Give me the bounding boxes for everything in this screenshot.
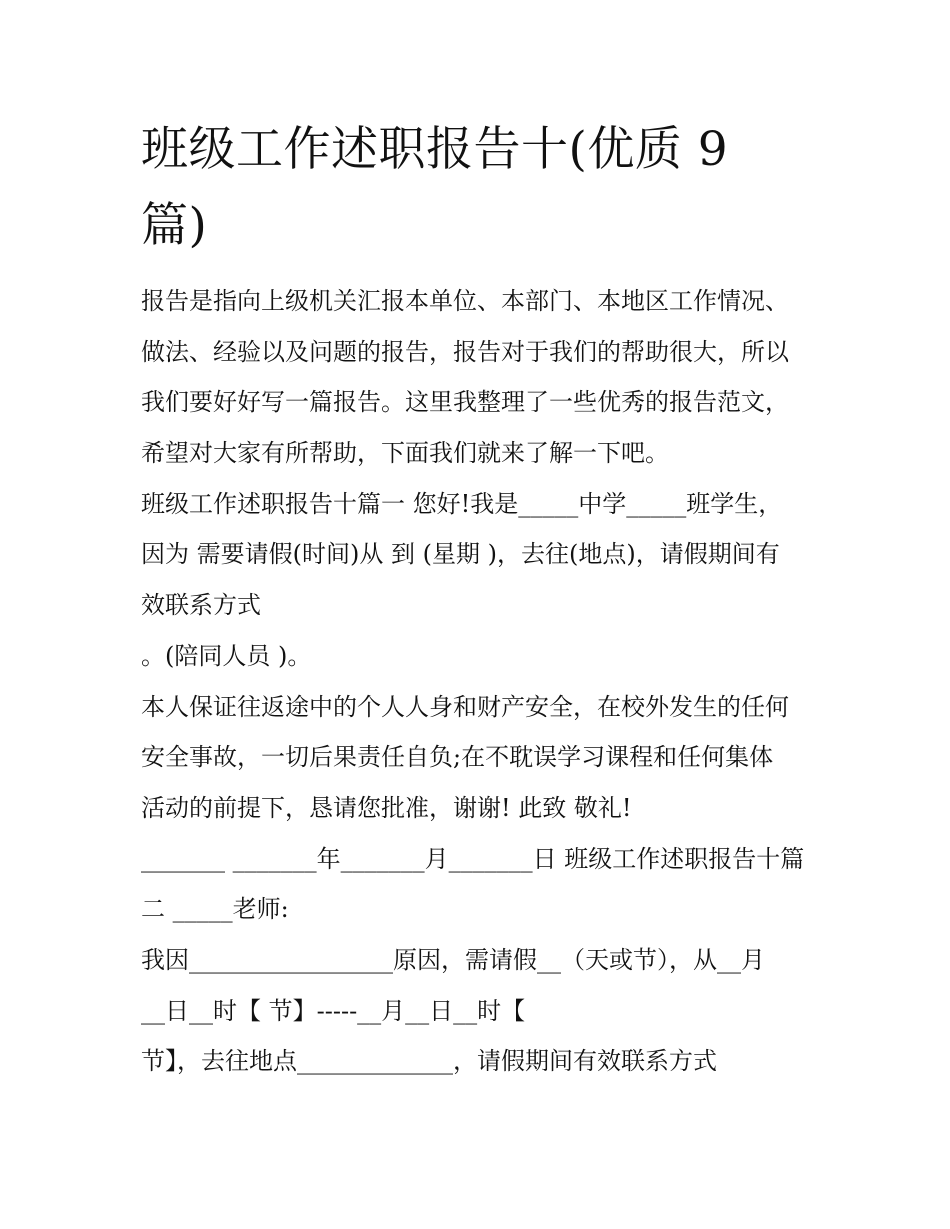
- title-line-2-text: 篇): [141, 198, 208, 253]
- document-title: [141, 112, 821, 264]
- body-line: 我们要好好写一篇报告。这里我整理了一些优秀的报告范文，: [141, 388, 789, 417]
- body-line: 效联系方式: [141, 591, 261, 620]
- body-line: 做法、经验以及问题的报告，报告对于我们的帮助很大，所以: [141, 337, 789, 366]
- body-line: 报告是指向上级机关汇报本单位、本部门、本地区工作情况、: [141, 287, 789, 315]
- body-line: _______ _______年_______月_______日 班级工作述职报告十篇: [141, 844, 805, 873]
- body-line: 我因_________________原因，需请假__（天或节），从__月: [141, 945, 765, 974]
- body-line: 希望对大家有所帮助，下面我们就来了解一下吧。: [141, 439, 669, 468]
- body-line: __日__时【 节】-----__月__日__时【: [141, 996, 526, 1025]
- title-line-2: [141, 188, 821, 264]
- body-line: 安全事故，一切后果责任自负;在不耽误学习课程和任何集体: [141, 743, 774, 772]
- title-line-1: [141, 112, 821, 188]
- body-line: 二 _____老师:: [141, 895, 289, 924]
- body-line: 节】，去往地点_____________，请假期间有效联系方式: [141, 1047, 717, 1076]
- body-line: 因为 需要请假(时间)从 到 (星期 )，去往(地点)，请假期间有: [141, 540, 780, 569]
- body-line: 。(陪同人员 )。: [141, 641, 312, 670]
- title-line-1-text: 班级工作述职报告十(优质 9: [141, 122, 729, 177]
- body-line: 活动的前提下，恳请您批准，谢谢! 此致 敬礼!: [141, 793, 632, 822]
- body-line: 班级工作述职报告十篇一 您好!我是_____中学_____班学生，: [141, 489, 783, 518]
- body-line: 本人保证往返途中的个人人身和财产安全，在校外发生的任何: [141, 692, 789, 721]
- document-body: [141, 276, 821, 1087]
